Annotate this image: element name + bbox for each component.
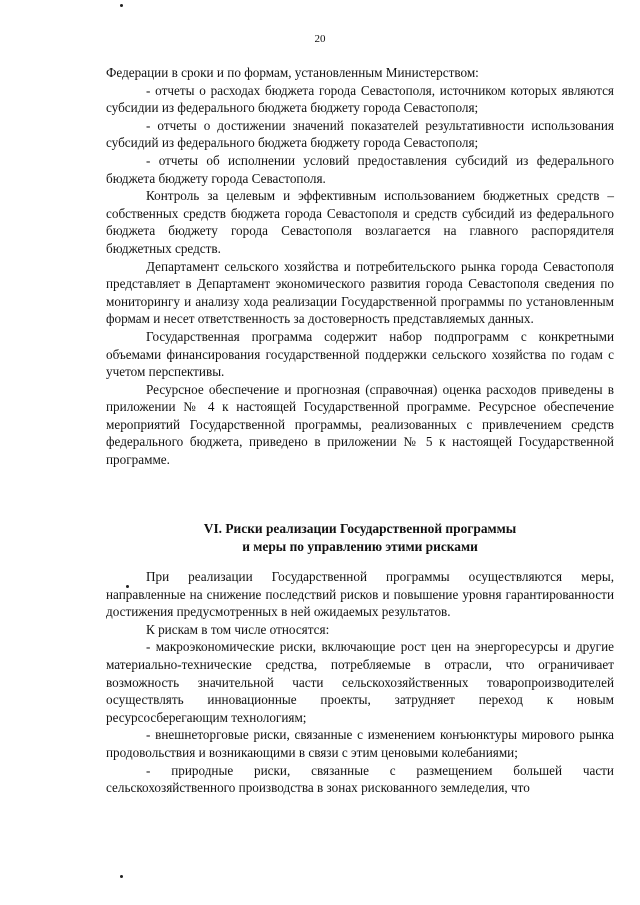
paragraph: Департамент сельского хозяйства и потребительского рынка города Севастополя представляет в Департамент экономического развития города Севастополя сведения по мониторингу и анализу хода реализации Государственной программы по установленным формам и несет ответственность за достоверность представляемых данных. [106, 258, 614, 327]
paragraph: - отчеты о расходах бюджета города Севастополя, источником которых являются субсидии из федерального бюджета бюджету города Севастополя; [106, 82, 614, 116]
section-heading-line2: и меры по управлению этими рисками [242, 538, 478, 554]
paragraph: При реализации Государственной программы осуществляются меры, направленные на снижение последствий рисков и повышение уровня гарантированности достижения предусмотренных в ней ожидаемых результатов. [106, 569, 614, 620]
paragraph: Федерации в сроки и по формам, установленным Министерством: [106, 65, 479, 80]
paragraph: К рискам в том числе относятся: [146, 621, 330, 637]
section-heading [106, 520, 614, 555]
paragraph: Контроль за целевым и эффективным использованием бюджетных средств – собственных средств бюджета города Севастополя и средств субсидий из федерального бюджета бюджету города Севастополя возлагается на главного распорядителя бюджетных средств. [106, 188, 614, 256]
page-number: 20 [314, 33, 326, 45]
paragraph: - природные риски, связанные с размещением большей части сельскохозяйственного производства в зонах рискованного земледелия, что [106, 762, 614, 796]
section-heading-line1: VI. Риски реализации Государственной программы [203, 521, 517, 536]
paragraph: - макроэкономические риски, включающие рост цен на энергоресурсы и другие материально-технические средства, потребляемые в отрасли, что ограничивает возможность значительной части сельскохозяйственных товаропроизводителей осуществлять инновационные проекты, затрудняет переход к новым ресурсосберегающим технологиям; [106, 639, 614, 725]
scan-dot-bottom [120, 875, 123, 878]
paragraph: - внешнеторговые риски, связанные с изменением конъюнктуры мирового рынка продовольствия и возникающими в связи с этим ценовыми колебаниями; [106, 727, 614, 760]
paragraph: - отчеты об исполнении условий предоставления субсидий из федерального бюджета бюджету города Севастополя. [106, 152, 614, 186]
paragraph: Ресурсное обеспечение и прогнозная (справочная) оценка расходов приведены в приложении № 4 к настоящей Государственной программе. Ресурсное обеспечение мероприятий Государственной программы, реализованных с привлечением средств федерального бюджета, приведено в приложении № 5 к настоящей Государственной программе. [106, 381, 614, 468]
body-text-bottom [106, 568, 614, 797]
paragraph: Государственная программа содержит набор подпрограмм с конкретными объемами финансирования государственной поддержки сельского хозяйства по годам с учетом перспективы. [106, 328, 614, 380]
paragraph: - отчеты о достижении значений показателей результативности использования субсидий из федерального бюджета бюджету города Севастополя; [106, 117, 614, 151]
scan-dot-top [120, 4, 123, 7]
body-text-top [106, 64, 614, 469]
